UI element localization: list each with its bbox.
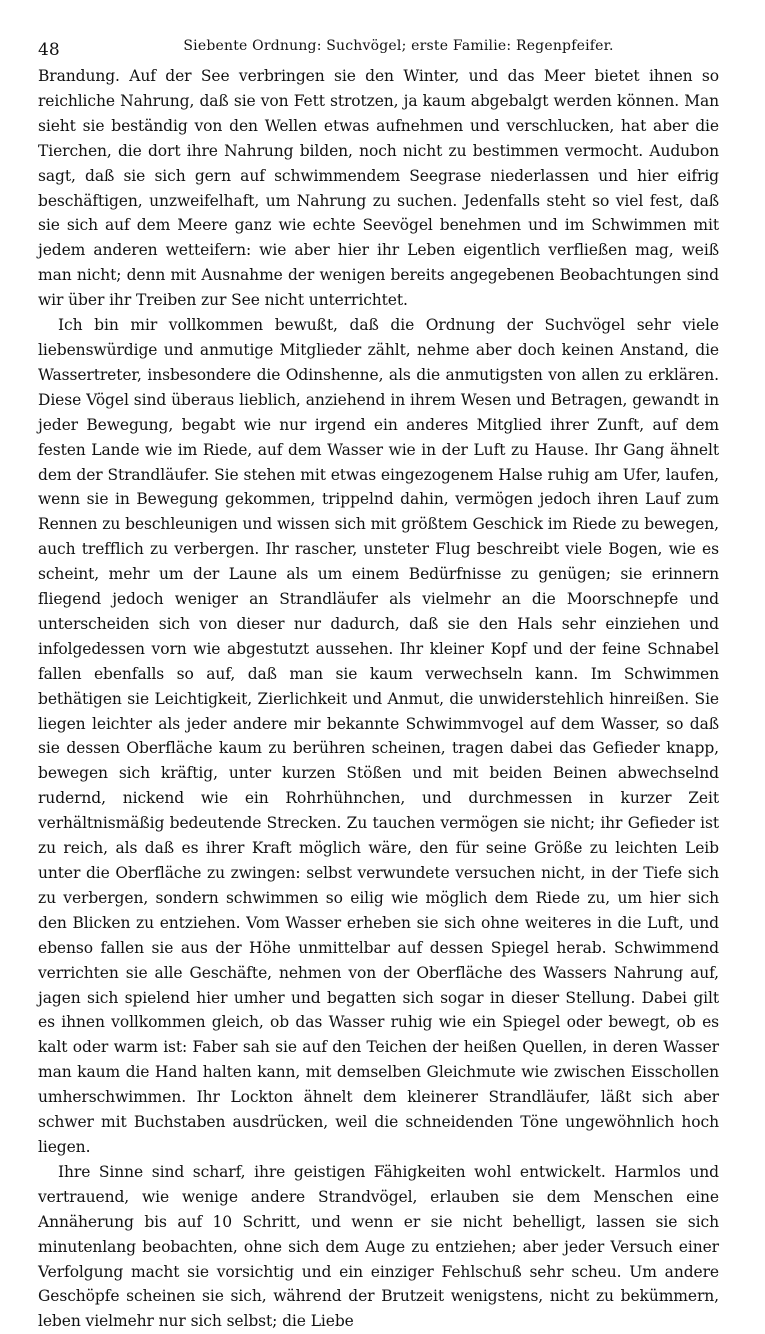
page-number: 48 bbox=[38, 40, 60, 60]
paragraph-continued: Brandung. Auf der See verbringen sie den Winter, und das Meer bietet ihnen so reichliche Nahrung, daß sie von Fett strotzen, ja kaum abgebalgt werden können. Man sieht sie beständig von den Wellen etwas aufnehmen und verschlucken, hat aber die Tierchen, die dort ihre Nahrung bilden, noch nicht zu bestimmen vermocht. Audubon sagt, daß sie sich gern auf schwimmendem Seegrase niederlassen und hier eifrig beschäftigen, unzweifelhaft, um Nahrung zu suchen. Jedenfalls steht so viel fest, daß sie sich auf dem Meere ganz wie echte Seevögel benehmen und im Schwimmen mit jedem anderen wetteifern: wie aber hier ihr Leben eigentlich verfließen mag, weiß man nicht; denn mit Ausnahme der wenigen bereits angegebenen Beobachtungen sind wir über ihr Treiben zur See nicht unterrichtet. bbox=[38, 67, 719, 310]
body-text bbox=[38, 64, 719, 1334]
page-header bbox=[38, 30, 719, 60]
running-title: Siebente Ordnung: Suchvögel; erste Familie: Regenpfeifer. bbox=[183, 38, 614, 54]
paragraph: Ihre Sinne sind scharf, ihre geistigen Fähigkeiten wohl entwickelt. Harmlos und vertrauend, wie wenige andere Strandvögel, erlauben sie dem Menschen eine Annäherung bis auf 10 Schritt, und wenn er sie nicht behelligt, lassen sie sich minutenlang beobachten, ohne sich dem Auge zu entziehen; aber jeder Versuch einer Verfolgung macht sie vorsichtig und ein einziger Fehlschuß sehr scheu. Um andere Geschöpfe scheinen sie sich, während der Brutzeit wenigstens, nicht zu bekümmern, leben vielmehr nur sich selbst; die Liebe bbox=[38, 1162, 719, 1331]
paragraph: Ich bin mir vollkommen bewußt, daß die Ordnung der Suchvögel sehr viele liebenswürdige und anmutige Mitglieder zählt, nehme aber doch keinen Anstand, die Wassertreter, insbesondere die Odinshenne, als die anmutigsten von allen zu erklären. Diese Vögel sind überaus lieblich, anziehend in ihrem Wesen und Betragen, gewandt in jeder Bewegung, begabt wie nur irgend ein anderes Mitglied ihrer Zunft, auf dem festen Lande wie im Riede, auf dem Wasser wie in der Luft zu Hause. Ihr Gang ähnelt dem der Strandläufer. Sie stehen mit etwas eingezogenem Halse ruhig am Ufer, laufen, wenn sie in Bewegung gekommen, trippelnd dahin, vermögen jedoch ihren Lauf zum Rennen zu beschleunigen und wissen sich mit größtem Geschick im Riede zu bewegen, auch trefflich zu verbergen. Ihr rascher, unsteter Flug beschreibt viele Bogen, wie es scheint, mehr um der Laune als um einem Bedürfnisse zu genügen; sie erinnern fliegend jedoch weniger an Strandläufer als vielmehr an die Moorschnepfe und unterscheiden sich von dieser nur dadurch, daß sie den Hals sehr einziehen und infolgedessen vorn wie abgestutzt aussehen. Ihr kleiner Kopf und der feine Schnabel fallen ebenfalls so auf, daß man sie kaum verwechseln kann. Im Schwimmen bethätigen sie Leichtigkeit, Zierlichkeit und Anmut, die unwiderstehlich hinreißen. Sie liegen leichter als jeder andere mir bekannte Schwimmvogel auf dem Wasser, so daß sie dessen Oberfläche kaum zu berühren scheinen, tragen dabei das Gefieder knapp, bewegen sich kräftig, unter kurzen Stößen und mit beiden Beinen abwechselnd rudernd, nickend wie ein Rohrhühnchen, und durchmessen in kurzer Zeit verhältnismäßig bedeutende Strecken. Zu tauchen vermögen sie nicht; ihr Gefieder ist zu reich, als daß es ihrer Kraft möglich wäre, den für seine Größe zu leichten Leib unter die Oberfläche zu zwingen: selbst verwundete versuchen nicht, in der Tiefe sich zu verbergen, sondern schwimmen so eilig wie möglich dem Riede zu, um hier sich den Blicken zu entziehen. Vom Wasser erheben sie sich ohne weiteres in die Luft, und ebenso fallen sie aus der Höhe unmittelbar auf dessen Spiegel herab. Schwimmend verrichten sie alle Geschäfte, nehmen von der Oberfläche des Wassers Nahrung auf, jagen sich spielend hier umher und begatten sich sogar in dieser Stellung. Dabei gilt es ihnen vollkommen gleich, ob das Wasser ruhig wie ein Spiegel oder bewegt, ob es kalt oder warm ist: Faber sah sie auf den Teichen der heißen Quellen, in deren Wasser man kaum die Hand halten kann, mit demselben Gleichmute wie zwischen Eisschollen umherschwimmen. Ihr Lockton ähnelt dem kleinerer Strandläufer, läßt sich aber schwer mit Buchstaben ausdrücken, weil die schneidenden Töne ungewöhnlich hoch liegen. bbox=[38, 316, 719, 1156]
book-page bbox=[38, 30, 719, 1334]
